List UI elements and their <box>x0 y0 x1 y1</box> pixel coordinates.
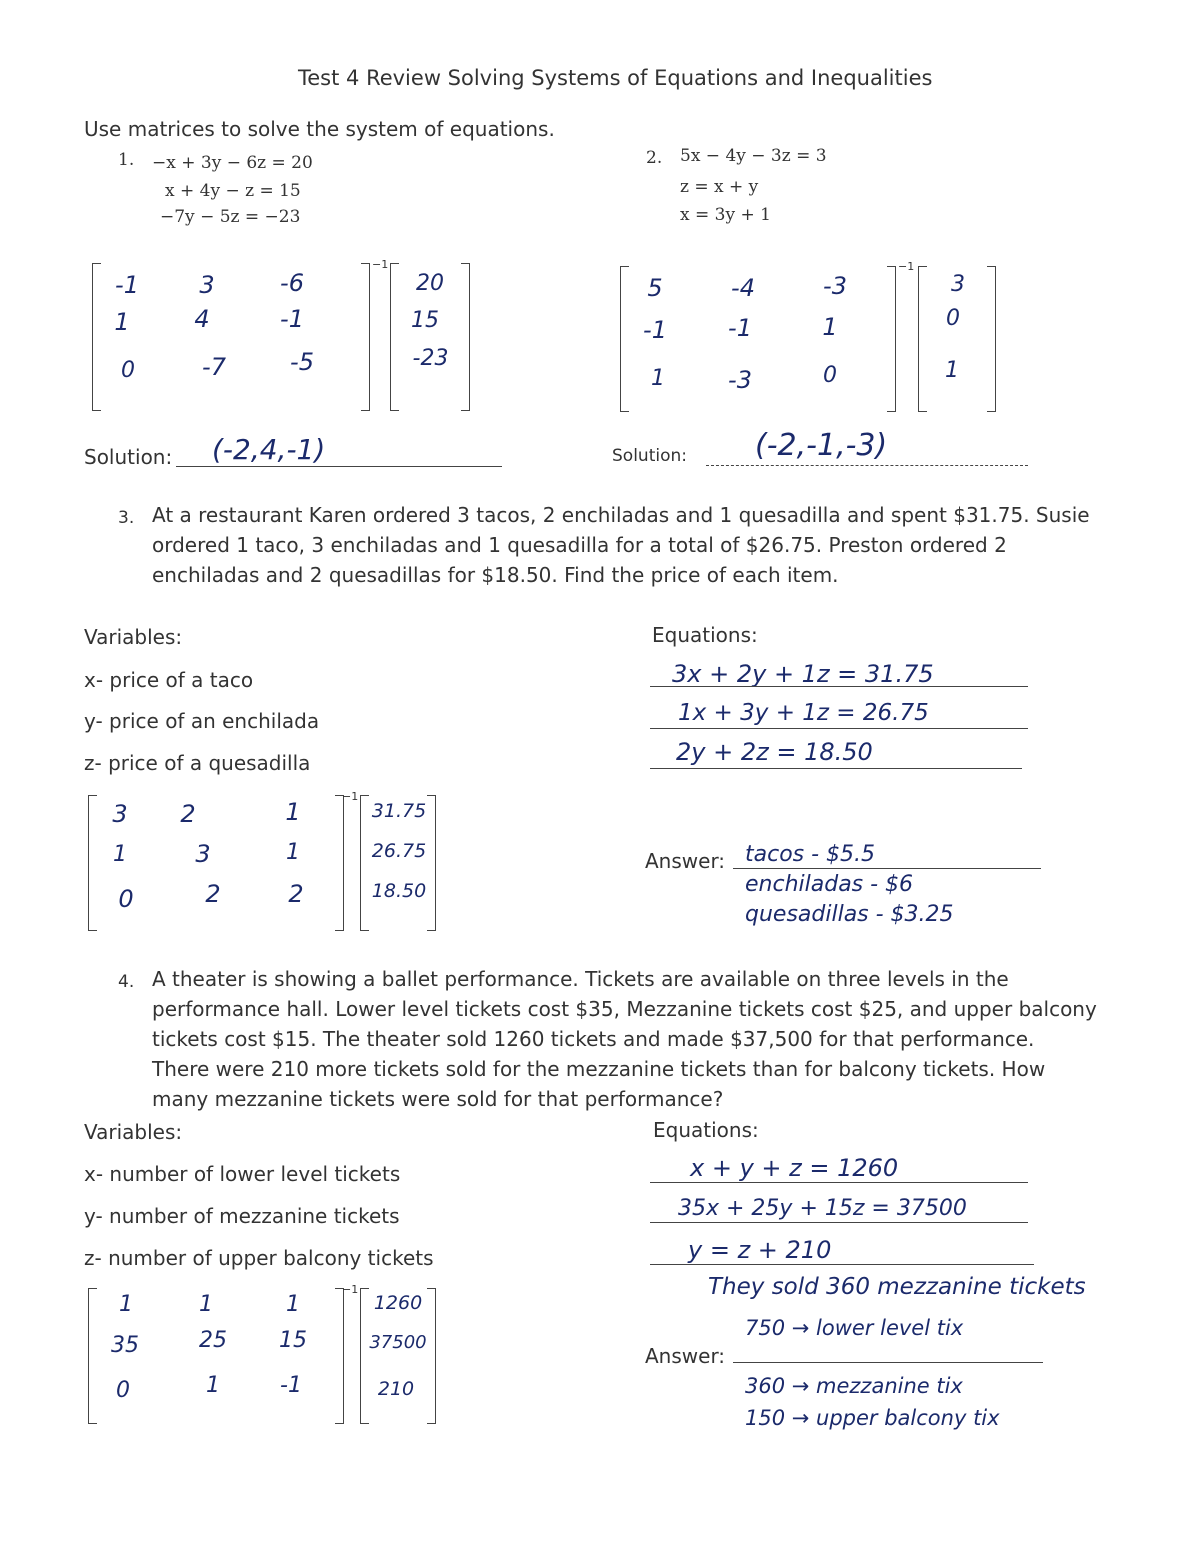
problem-3-equations-label: Equations: <box>652 623 758 647</box>
problem-2-eq-2: z = x + y <box>680 177 759 197</box>
problem-4-line: There were 210 more tickets sold for the mezzanine tickets than for balcony tickets. How <box>152 1057 1046 1081</box>
matrix-cell: -1 <box>643 316 667 344</box>
problem-1-constant-vector <box>390 263 470 411</box>
problem-4-constant-vector <box>360 1288 436 1424</box>
problem-4-variable: x- number of lower level tickets <box>84 1162 401 1186</box>
matrix-cell: -1 <box>280 305 304 333</box>
answer-line <box>733 868 1041 869</box>
matrix-cell: 1 <box>285 798 301 826</box>
problem-4-equation: 35x + 25y + 15z = 37500 <box>678 1196 967 1221</box>
problem-4-line: tickets cost $15. The theater sold 1260 tickets and made $37,500 for that performance. <box>152 1027 1035 1051</box>
problem-3-coefficient-matrix <box>88 795 344 931</box>
solution-line <box>176 466 502 467</box>
problem-3-line: enchiladas and 2 quesadillas for $18.50. Find the price of each item. <box>152 563 839 587</box>
equation-line <box>650 686 1028 687</box>
matrix-cell: 1 <box>113 842 127 867</box>
matrix-cell: 35 <box>111 1333 139 1358</box>
matrix-cell: -1 <box>280 1373 302 1398</box>
problem-4-answer-label: Answer: <box>645 1344 726 1368</box>
problem-4-coefficient-matrix <box>88 1288 344 1424</box>
vector-cell: -23 <box>412 346 449 371</box>
matrix-cell: 0 <box>116 1378 130 1403</box>
matrix-cell: 1 <box>822 313 838 341</box>
matrix-cell: 3 <box>199 271 215 299</box>
problem-4-line: many mezzanine tickets were sold for that performance? <box>152 1087 724 1111</box>
matrix-cell: -3 <box>728 366 752 394</box>
inverse-exponent: −1 <box>342 1283 359 1296</box>
problem-3-equation: 2y + 2z = 18.50 <box>676 738 873 766</box>
problem-3-text <box>152 500 1152 590</box>
vector-cell: 1260 <box>373 1292 423 1314</box>
problem-3-answer: enchiladas - $6 <box>745 872 914 897</box>
matrix-cell: 1 <box>114 308 130 336</box>
vector-cell: 26.75 <box>371 840 427 862</box>
problem-3-line: ordered 1 taco, 3 enchiladas and 1 quesadilla for a total of $26.75. Preston ordered 2 <box>152 533 1007 557</box>
problem-3-answer: tacos - $5.5 <box>745 842 876 867</box>
problem-2-solution-label: Solution: <box>612 446 687 466</box>
problem-4-line: performance hall. Lower level tickets cost $35, Mezzanine tickets cost $25, and upper balcony <box>152 997 1097 1021</box>
equation-line <box>650 768 1022 769</box>
problem-3-equation: 3x + 2y + 1z = 31.75 <box>672 660 934 688</box>
vector-cell: 37500 <box>369 1332 427 1353</box>
problem-2-constant-vector <box>918 266 996 412</box>
matrix-cell: -3 <box>823 272 847 300</box>
equation-line <box>650 1264 1034 1265</box>
matrix-cell: -4 <box>731 274 755 302</box>
problem-4-equations-label: Equations: <box>653 1118 759 1142</box>
instructions: Use matrices to solve the system of equations. <box>84 117 555 141</box>
matrix-cell: -5 <box>290 348 314 376</box>
problem-2-eq-1: 5x − 4y − 3z = 3 <box>680 146 827 166</box>
problem-4-variable: y- number of mezzanine tickets <box>84 1204 400 1228</box>
matrix-cell: 1 <box>199 1292 213 1317</box>
problem-3-answer-label: Answer: <box>645 849 726 873</box>
vector-cell: 1 <box>945 358 959 383</box>
problem-1-solution: (-2,4,-1) <box>212 433 326 466</box>
matrix-cell: 1 <box>286 1292 300 1317</box>
problem-4-variable: z- number of upper balcony tickets <box>84 1246 434 1270</box>
matrix-cell: 15 <box>279 1328 307 1353</box>
problem-1-eq-2: x + 4y − z = 15 <box>165 181 301 201</box>
problem-3-number: 3. <box>118 508 135 528</box>
matrix-cell: 0 <box>118 885 134 913</box>
equation-line <box>650 1182 1028 1183</box>
problem-3-variable: z- price of a quesadilla <box>84 751 311 775</box>
problem-2-number: 2. <box>646 148 663 168</box>
problem-3-line: At a restaurant Karen ordered 3 tacos, 2 enchiladas and 1 quesadilla and spent $31.75. Susie <box>152 503 1090 527</box>
matrix-cell: 0 <box>121 358 135 383</box>
problem-3-constant-vector <box>360 795 436 931</box>
problem-1-eq-3: −7y − 5z = −23 <box>160 207 301 227</box>
inverse-exponent: −1 <box>372 258 389 271</box>
problem-1-solution-label: Solution: <box>84 445 173 469</box>
problem-3-equation: 1x + 3y + 1z = 26.75 <box>678 700 929 726</box>
matrix-cell: -6 <box>280 269 304 297</box>
matrix-cell: -7 <box>202 353 226 381</box>
problem-2-coefficient-matrix <box>620 266 896 412</box>
matrix-cell: 3 <box>112 800 128 828</box>
matrix-cell: 4 <box>194 305 210 333</box>
problem-4-answer: 750 → lower level tix <box>745 1316 964 1340</box>
equation-line <box>650 728 1028 729</box>
problem-4-variables-label: Variables: <box>84 1120 183 1144</box>
problem-4-statement: They sold 360 mezzanine tickets <box>708 1274 1086 1300</box>
problem-3-variable: x- price of a taco <box>84 668 254 692</box>
problem-4-line: A theater is showing a ballet performance. Tickets are available on three levels in the <box>152 967 1009 991</box>
inverse-exponent: −1 <box>342 790 359 803</box>
matrix-cell: 1 <box>286 840 300 865</box>
problem-4-equation: y = z + 210 <box>688 1236 832 1264</box>
problem-2-eq-3: x = 3y + 1 <box>680 205 771 225</box>
matrix-cell: 1 <box>651 366 665 391</box>
vector-cell: 0 <box>946 306 960 331</box>
vector-cell: 31.75 <box>371 800 427 822</box>
problem-1-eq-1: −x + 3y − 6z = 20 <box>152 153 313 173</box>
matrix-cell: -1 <box>728 314 752 342</box>
problem-2-solution: (-2,-1,-3) <box>755 428 888 463</box>
matrix-cell: -1 <box>115 271 139 299</box>
matrix-cell: 25 <box>199 1328 227 1353</box>
matrix-cell: 2 <box>288 880 304 908</box>
matrix-cell: 2 <box>205 880 221 908</box>
matrix-cell: 3 <box>195 840 211 868</box>
problem-1-coefficient-matrix <box>92 263 370 411</box>
matrix-cell: 1 <box>119 1292 133 1317</box>
vector-cell: 18.50 <box>371 880 427 902</box>
vector-cell: 210 <box>377 1378 415 1400</box>
vector-cell: 20 <box>416 271 444 296</box>
problem-3-variable: y- price of an enchilada <box>84 709 320 733</box>
vector-cell: 15 <box>411 308 439 333</box>
matrix-cell: 5 <box>647 274 663 302</box>
inverse-exponent: −1 <box>898 260 915 273</box>
vector-cell: 3 <box>951 272 965 297</box>
problem-1-number: 1. <box>118 150 135 170</box>
page-title: Test 4 Review Solving Systems of Equations and Inequalities <box>298 66 933 90</box>
matrix-cell: 0 <box>823 363 837 388</box>
problem-4-answer: 360 → mezzanine tix <box>745 1374 963 1398</box>
matrix-cell: 1 <box>206 1373 220 1398</box>
problem-4-number: 4. <box>118 972 135 992</box>
problem-4-text <box>152 964 1152 1114</box>
problem-3-answer: quesadillas - $3.25 <box>745 902 954 927</box>
problem-4-answer: 150 → upper balcony tix <box>745 1406 1000 1430</box>
equation-line <box>650 1222 1028 1223</box>
problem-3-variables-label: Variables: <box>84 625 183 649</box>
matrix-cell: 2 <box>180 800 196 828</box>
answer-line <box>733 1362 1043 1363</box>
problem-4-equation: x + y + z = 1260 <box>690 1154 899 1182</box>
solution-line <box>706 465 1028 466</box>
